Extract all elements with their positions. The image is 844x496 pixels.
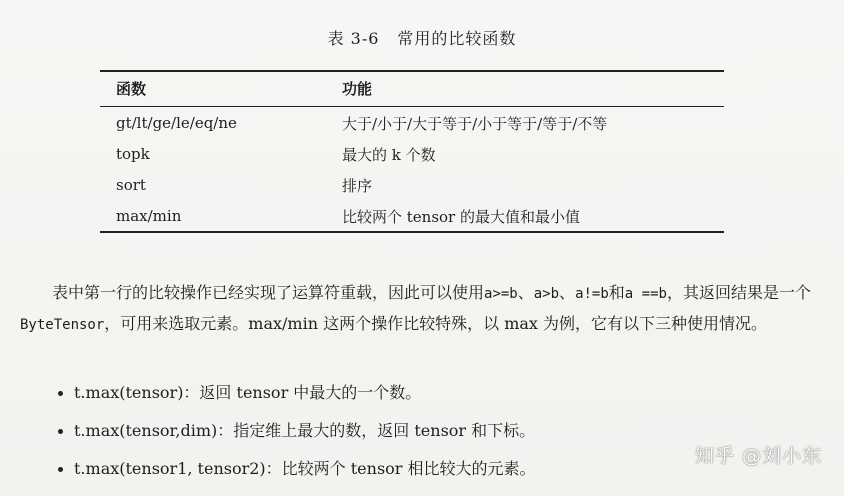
table-row: [100, 107, 724, 139]
table-row: [100, 200, 724, 231]
cell-description: 排序: [342, 176, 373, 195]
table-caption-title: 常用的比较函数: [397, 29, 517, 48]
code-bytetensor: ByteTensor: [20, 317, 105, 333]
code-ne: a!=b: [575, 286, 609, 302]
list-item-text: t.max(tensor1, tensor2)：比较两个 tensor 相比较大的元素。: [74, 459, 536, 478]
cell-description: 比较两个 tensor 的最大值和最小值: [342, 207, 581, 226]
header-function: 函数: [100, 72, 326, 107]
cell-description: 最大的 k 个数: [342, 145, 436, 164]
list-item: [40, 418, 536, 456]
table-row: [100, 169, 724, 200]
code-ge: a>=b: [484, 286, 518, 302]
usage-list: [40, 380, 536, 494]
list-item-text: t.max(tensor,dim)：指定维上最大的数，返回 tensor 和下标。: [74, 421, 536, 440]
list-item: [40, 456, 536, 494]
separator: 、: [517, 283, 534, 302]
table-caption-number: 表 3-6: [327, 29, 380, 48]
table-row: [100, 138, 724, 169]
comparison-functions-table: [100, 70, 724, 233]
conjunction: 和: [608, 283, 625, 302]
table-header-row: [100, 72, 724, 107]
cell-function: topk: [116, 145, 150, 163]
cell-function: sort: [116, 176, 146, 194]
cell-function: gt/lt/ge/le/eq/ne: [116, 114, 237, 132]
bullet-icon: [58, 391, 63, 396]
paragraph-text: ，其返回结果是一个: [666, 283, 811, 302]
cell-function: max/min: [116, 207, 182, 225]
paragraph-text: 表中第一行的比较操作已经实现了运算符重载，因此可以使用: [52, 283, 485, 302]
list-item: [40, 380, 536, 418]
zhihu-watermark: 知乎 @刘小东: [694, 445, 822, 467]
code-gt: a>b: [533, 286, 560, 302]
bullet-icon: [58, 429, 63, 434]
table-caption: [0, 26, 844, 49]
cell-description: 大于/小于/大于等于/小于等于/等于/不等: [342, 114, 608, 133]
bullet-icon: [58, 467, 63, 472]
body-paragraph: [20, 278, 820, 340]
header-description: 功能: [326, 72, 724, 107]
list-item-text: t.max(tensor)：返回 tensor 中最大的一个数。: [74, 383, 422, 402]
paragraph-text: ，可用来选取元素。max/min 这两个操作比较特殊，以 max 为例，它有以下三种使用情况。: [104, 314, 768, 333]
code-eq: a ==b: [624, 286, 667, 302]
separator: 、: [559, 283, 576, 302]
